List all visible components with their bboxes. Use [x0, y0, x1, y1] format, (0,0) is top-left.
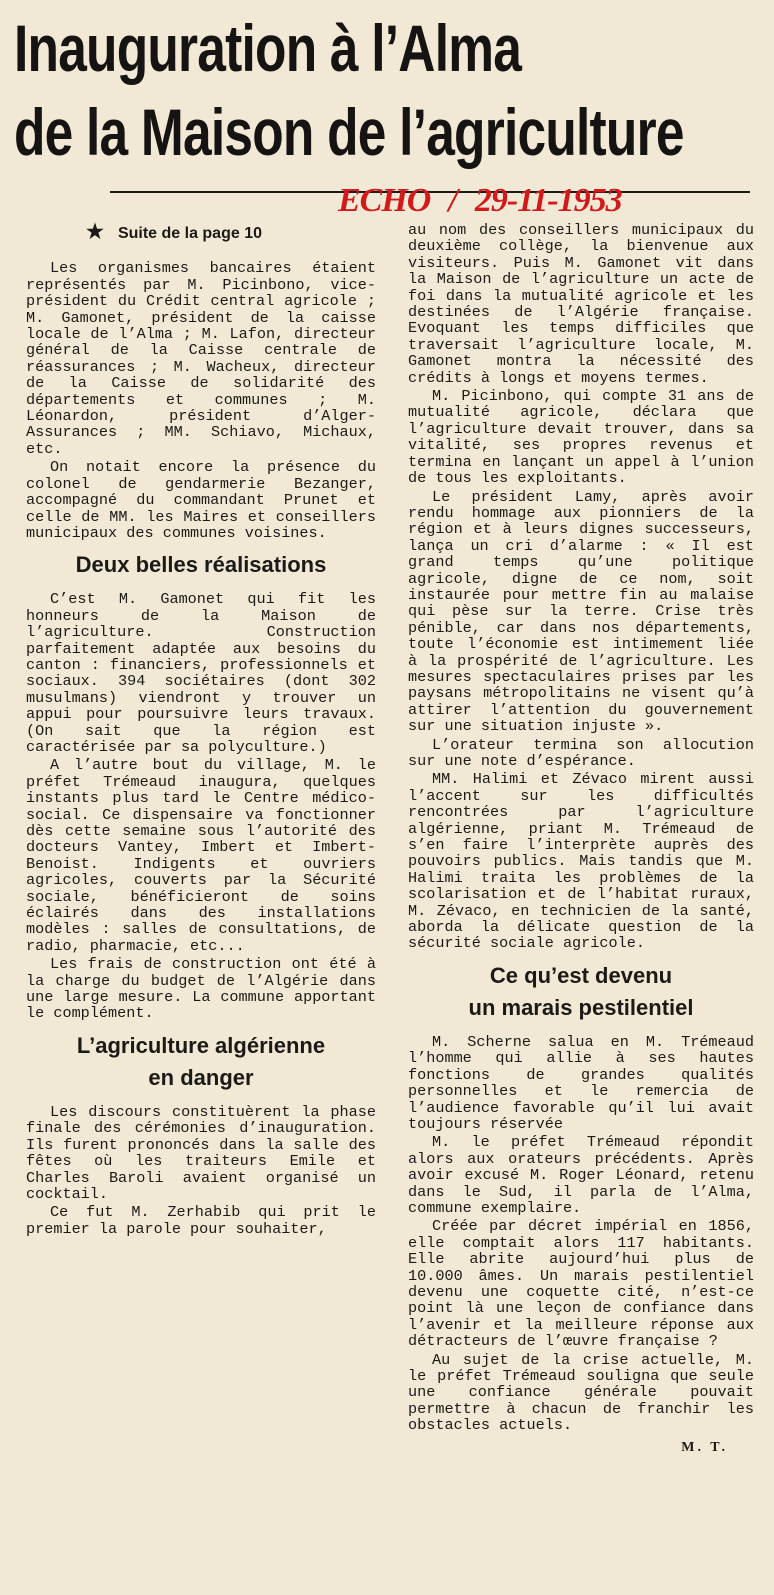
paragraph: M. Picinbono, qui compte 31 ans de mutualité agricole, déclara que l’agriculture devait trouver, dans sa vitalité, ses propres revenus et termina en lançant un appel à l’union de tous les exploitants.: [408, 387, 754, 488]
paragraph: Au sujet de la crise actuelle, M. le préfet Trémeaud souligna que seule une confiance générale pouvait permettre à chacun de franchir les obstacles actuels.: [408, 1350, 754, 1435]
paragraph: L’orateur termina son allocution sur une note d’espérance.: [408, 735, 754, 770]
paragraph: C’est M. Gamonet qui fit les honneurs de la Maison de l’agriculture. Construction parfaitement adaptée aux besoins du canton : financiers, professionnels et sociaux. 394 sociétaires (dont 302 musulmans) viendront y trouver un appui pour poursuivre leurs travaux. (On sait que la région est caractérisée par sa polyculture.): [26, 590, 376, 756]
paragraph: Ce fut M. Zerhabib qui prit le premier la parole pour souhaiter,: [26, 1203, 376, 1238]
paragraph: au nom des conseillers municipaux du deuxième collège, la bienvenue aux visiteurs. Puis M. Gamonet vit dans la Maison de l’agriculture un acte de foi dans la mutualité agricole et les destinées de l’Algérie française. Evoquant les temps difficiles que traversait l’agriculture locale, M. Gamonet montra la nécessité des crédits à longs et moyens termes.: [408, 221, 754, 387]
paragraph: MM. Halimi et Zévaco mirent aussi l’accent sur les difficultés rencontrées par l’agriculture algérienne, priant M. Trémeaud de s’en faire l’interprète auprès des pouvoirs publics. Mais tandis que M. Halimi traita les problèmes de la scolarisation et de l’habitat ruraux, M. Zévaco, en technicien de la santé, aborda la délicate question de la sécurité sociale agricole.: [408, 770, 754, 953]
author-signature: M. T.: [681, 1439, 728, 1455]
headline-line-2: de la Maison de l’agriculture: [14, 95, 684, 169]
subheading-line: L’agriculture algérienne: [76, 1032, 326, 1058]
handwritten-date-stamp: [338, 182, 622, 220]
stamp-paper-name: ECHO: [338, 182, 431, 219]
subheading-line: Ce qu’est devenu: [489, 962, 673, 988]
subheading-marais-pestilentiel: [408, 960, 754, 1024]
paragraph: Le président Lamy, après avoir rendu hommage aux pionniers de la région et à leurs dignes successeurs, lança un cri d’alarme : « Il est grand temps qu’une politique agricole, digne de ce nom, soit instaurée pour mettre fin au malaise qui pèse sur la terre. Crise très pénible, car dans nos départements, toute l’économie est intimement liée à la prospérité de l’agriculture. Les mesures spectaculaires prises par les paysans métropolitains ne visent qu’à attirer l’attention du gouvernement sur une situation injuste ».: [408, 487, 754, 736]
subheading-line: en danger: [148, 1064, 254, 1090]
star-icon: ★: [86, 221, 104, 243]
continued-from-text: Suite de la page 10: [117, 225, 262, 242]
right-column: [408, 222, 754, 1456]
paragraph: Les organismes bancaires étaient représentés par M. Picinbono, vice-président du Crédit central agricole ; M. Gamonet, président de la caisse locale de l’Alma ; M. Lafon, directeur général de la Caisse centrale de réassurances ; M. Wacheux, directeur de la Caisse de solidarité des départements et communes ; M. Léonardon, président d’Alger-Assurances ; MM. Schiavo, Michaux, etc.: [26, 259, 376, 458]
subheading-deux-belles-realisations: [26, 549, 376, 581]
paragraph: Les discours constituèrent la phase finale des cérémonies d’inauguration. Ils furent prononcés dans la salle des fêtes où les traiteurs Emile et Charles Baroli avaient organisé un cocktail.: [26, 1102, 376, 1203]
left-column: [26, 222, 376, 1237]
paragraph: M. le préfet Trémeaud répondit alors aux orateurs précédents. Après avoir excusé M. Roger Léonard, retenu dans le Sud, il parla de l’Alma, commune exemplaire.: [408, 1133, 754, 1217]
subheading-agriculture-en-danger: [26, 1030, 376, 1094]
continued-from-label: [86, 221, 376, 243]
paragraph: On notait encore la présence du colonel de gendarmerie Bezanger, accompagné du commandant Prunet et celle de MM. les Maires et conseillers municipaux des communes voisines.: [26, 458, 376, 542]
subheading-text: Deux belles réalisations: [75, 552, 327, 578]
headline-line-1: Inauguration à l’Alma: [14, 11, 522, 85]
subheading-line: un marais pestilentiel: [468, 994, 694, 1020]
paragraph: Les frais de construction ont été à la charge du budget de l’Algérie dans une large mesure. La commune apportant le complément.: [26, 955, 376, 1023]
paragraph: Créée par décret impérial en 1856, elle comptait alors 117 habitants. Elle abrite aujourd’hui plus de 10.000 âmes. Un marais pestilentiel devenu une coquette cité, n’est-ce point là une leçon de confiance dans l’avenir et la meilleure réponse aux détracteurs de l’œuvre française ?: [408, 1217, 754, 1351]
paragraph: M. Scherne salua en M. Trémeaud l’homme qui allie à ses hautes fonctions de grandes qualités personnelles et le remercia de l’audience favorable qu’il lui avait toujours réservée: [408, 1032, 754, 1133]
stamp-date: 29-11-1953: [474, 182, 622, 219]
stamp-separator: /: [448, 182, 457, 219]
paragraph: A l’autre bout du village, M. le préfet Trémeaud inaugura, quelques instants plus tard le Centre médico-social. Ce dispensaire va fonctionner dès cette semaine sous l’autorité des docteurs Vantey, Imbert et Imbert-Benoist. Indigents et ouvriers agricoles, couverts par la Sécurité sociale, bénéficieront de soins éclairés dans des installations modèles : salles de consultations, de radio, pharmacie, etc...: [26, 756, 376, 955]
